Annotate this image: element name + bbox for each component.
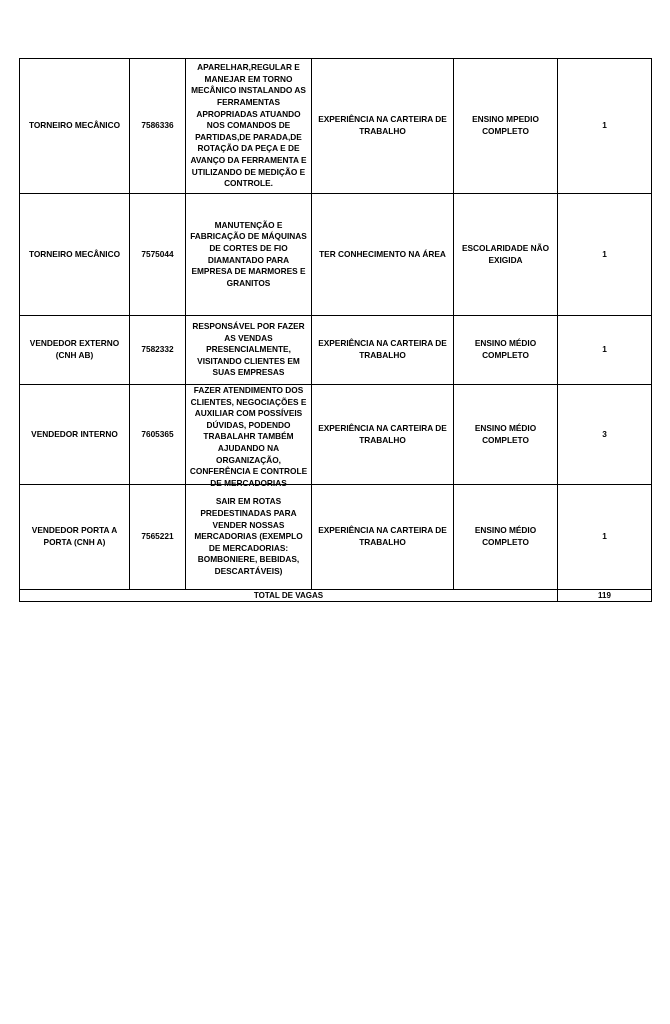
total-value: 119 — [558, 590, 652, 602]
table-row — [20, 59, 652, 194]
job-code-cell: 7582332 — [130, 316, 186, 385]
job-code-cell: 7575044 — [130, 194, 186, 316]
table-row — [20, 485, 652, 590]
experience-cell: EXPERIÊNCIA NA CARTEIRA DE TRABALHO — [312, 385, 454, 485]
total-row — [20, 590, 652, 602]
job-vacancies-table — [19, 58, 652, 602]
table-row — [20, 385, 652, 485]
education-cell: ENSINO MPEDIO COMPLETO — [454, 59, 558, 194]
experience-cell: EXPERIÊNCIA NA CARTEIRA DE TRABALHO — [312, 485, 454, 590]
table-row — [20, 316, 652, 385]
education-cell: ENSINO MÉDIO COMPLETO — [454, 316, 558, 385]
job-title-cell: VENDEDOR PORTA A PORTA (CNH A) — [20, 485, 130, 590]
job-title-cell: VENDEDOR INTERNO — [20, 385, 130, 485]
job-title-cell: TORNEIRO MECÂNICO — [20, 194, 130, 316]
job-description-cell: RESPONSÁVEL POR FAZER AS VENDAS PRESENCIALMENTE, VISITANDO CLIENTES EM SUAS EMPRESAS — [186, 316, 312, 385]
job-code-cell: 7586336 — [130, 59, 186, 194]
vacancies-cell: 1 — [558, 194, 652, 316]
experience-cell: EXPERIÊNCIA NA CARTEIRA DE TRABALHO — [312, 316, 454, 385]
job-code-cell: 7605365 — [130, 385, 186, 485]
job-code-cell: 7565221 — [130, 485, 186, 590]
vacancies-cell: 3 — [558, 385, 652, 485]
experience-cell: EXPERIÊNCIA NA CARTEIRA DE TRABALHO — [312, 59, 454, 194]
total-label: TOTAL DE VAGAS — [20, 590, 558, 602]
table-row — [20, 194, 652, 316]
job-description-text: FAZER ATENDIMENTO DOS CLIENTES, NEGOCIAÇÕES E AUXILIAR COM POSSÍVEIS DÚVIDAS, PODENDO TRABALAHR TAMBÉM AJUDANDO NA ORGANIZAÇÃO, CONFERÊNCIA E CONTROLE DE MERCADORIAS — [189, 385, 308, 488]
job-description-cell: APARELHAR,REGULAR E MANEJAR EM TORNO MECÂNICO INSTALANDO AS FERRAMENTAS APROPRIADAS ATUANDO NOS COMANDOS DE PARTIDAS,DE PARADA,DE ROTAÇÃO DA PEÇA E DE AVANÇO DA FERRAMENTA E UTILIZANDO DE MEDIÇÃO E CONTROLE. — [186, 59, 312, 194]
vacancies-cell: 1 — [558, 316, 652, 385]
education-cell: ENSINO MÉDIO COMPLETO — [454, 485, 558, 590]
job-title-cell: VENDEDOR EXTERNO (CNH AB) — [20, 316, 130, 385]
job-description-cell: SAIR EM ROTAS PREDESTINADAS PARA VENDER NOSSAS MERCADORIAS (EXEMPLO DE MERCADORIAS: BOMBONIERE, BEBIDAS, DESCARTÁVEIS) — [186, 485, 312, 590]
education-cell: ESCOLARIDADE NÃO EXIGIDA — [454, 194, 558, 316]
vacancies-cell: 1 — [558, 59, 652, 194]
job-title-cell: TORNEIRO MECÂNICO — [20, 59, 130, 194]
education-cell: ENSINO MÉDIO COMPLETO — [454, 385, 558, 485]
experience-cell: TER CONHECIMENTO NA ÁREA — [312, 194, 454, 316]
job-description-cell — [186, 385, 312, 488]
job-description-cell: MANUTENÇÃO E FABRICAÇÃO DE MÁQUINAS DE CORTES DE FIO DIAMANTADO PARA EMPRESA DE MARMORES E GRANITOS — [186, 194, 312, 316]
vacancies-cell: 1 — [558, 485, 652, 590]
